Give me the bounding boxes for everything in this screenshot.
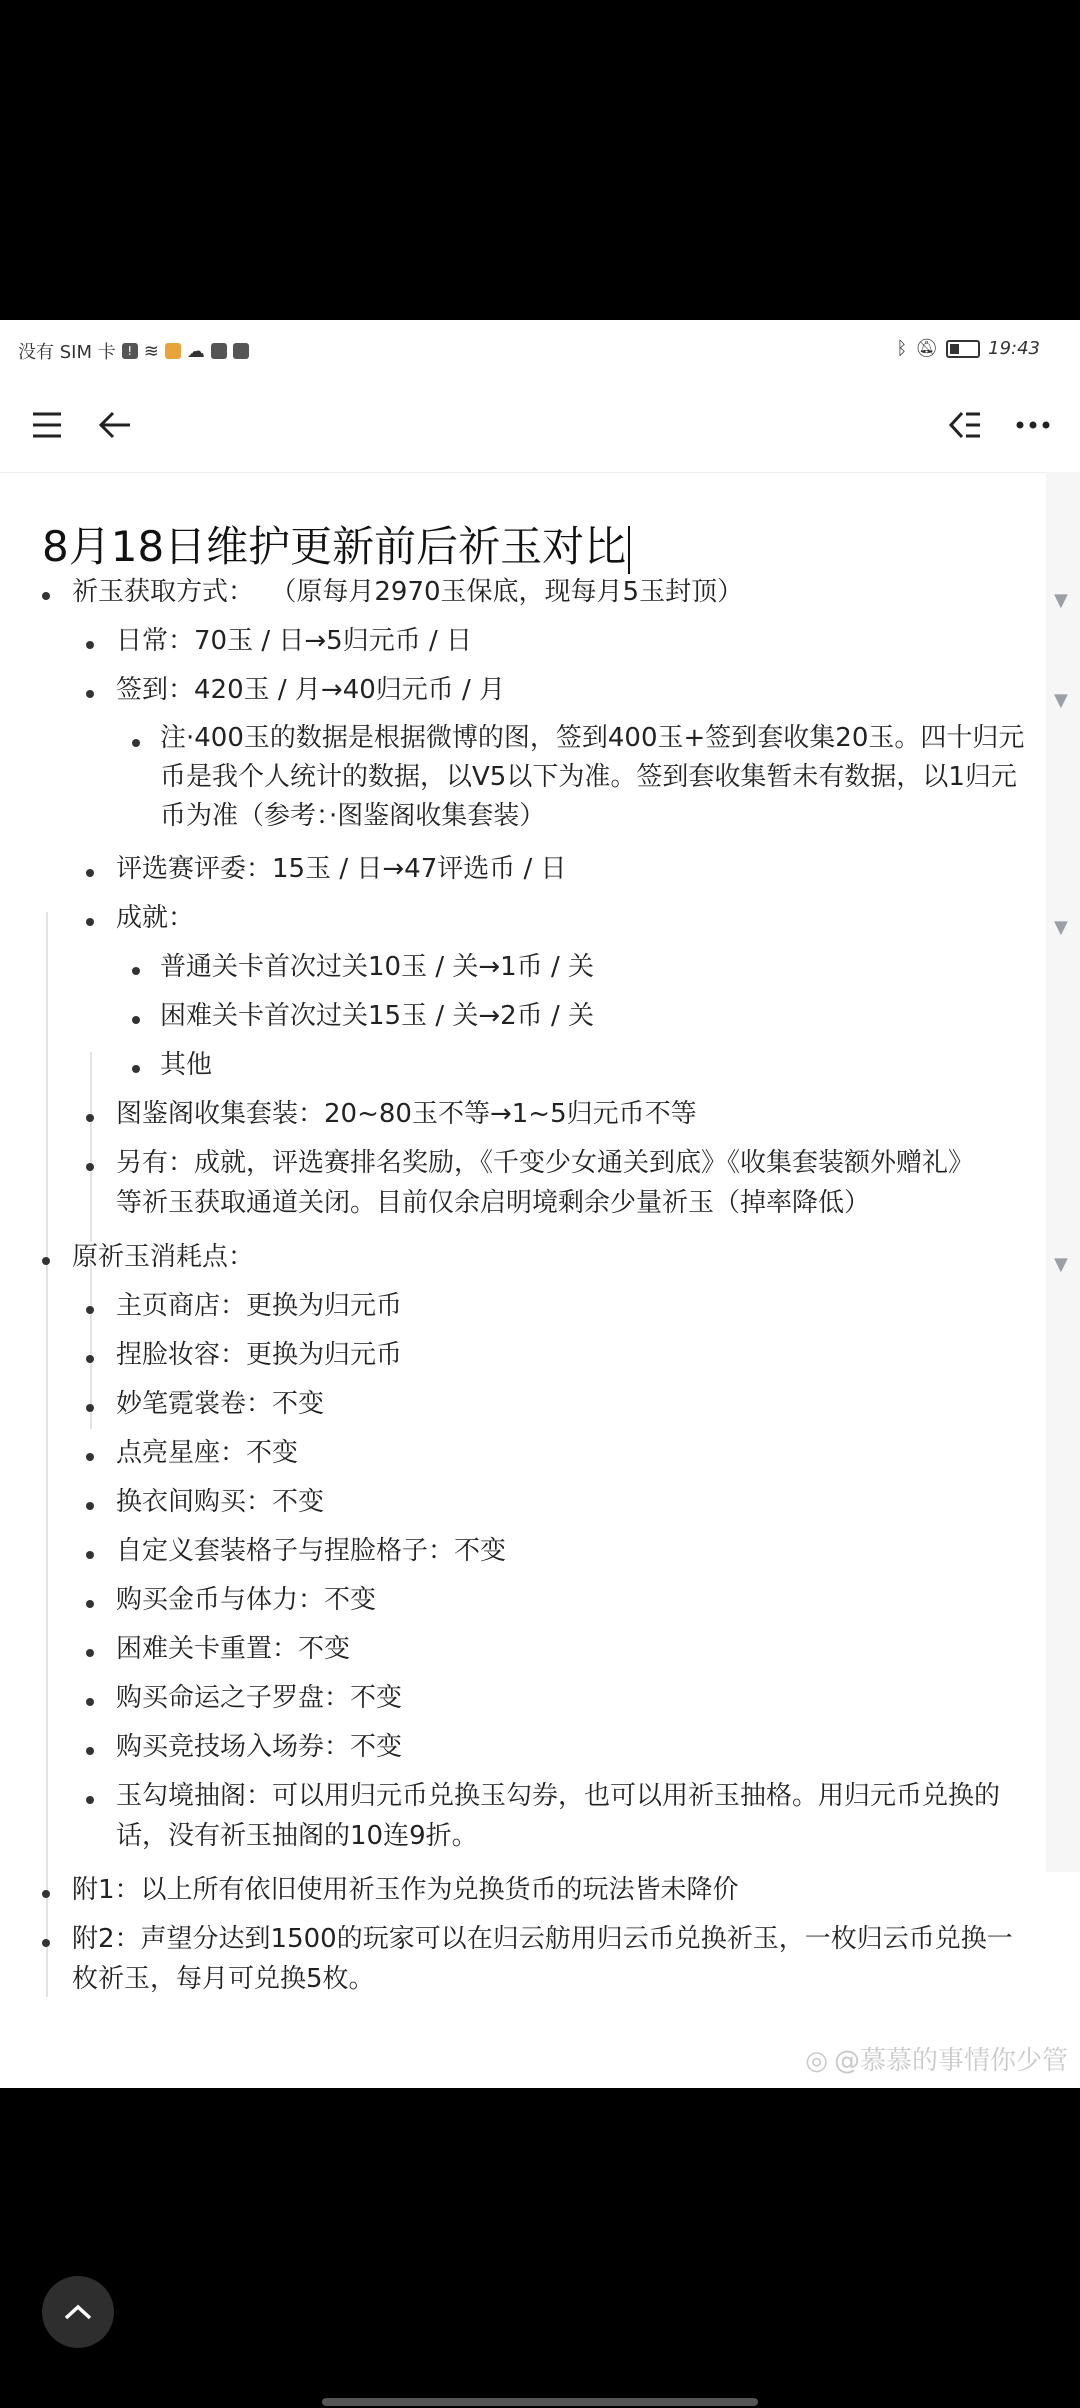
scrollbar[interactable] [1046,472,1080,1872]
list-item[interactable]: 日常：70玉 / 日→5归元币 / 日 [116,626,472,656]
list-item[interactable]: 自定义套装格子与捏脸格子：不变 [116,1536,507,1566]
document-body [0,472,1050,2022]
bullet-dot [86,1551,94,1559]
list-item[interactable]: 点亮星座：不变 [116,1438,299,1468]
list-item[interactable]: 成就： [116,903,195,933]
bullet-dot [86,1306,94,1314]
bullet-dot [86,1404,94,1412]
list-item[interactable]: 其他 [160,1050,213,1080]
weibo-logo-icon: ◎ [805,2046,828,2076]
list-item[interactable]: 祈玉获取方式： （原每月2970玉保底，现每月5玉封顶） [72,577,744,607]
status-bar [0,320,1080,378]
bullet-dot [42,1257,50,1265]
chevron-up-icon [63,2303,93,2321]
bullet-dot [42,1890,50,1898]
app-screen [0,320,1080,2088]
list-item[interactable]: 原祈玉消耗点： [72,1242,255,1272]
card-icon [233,343,249,359]
scroll-top-button[interactable] [42,2276,114,2348]
carrier-text: 没有 SIM 卡 [18,342,116,363]
list-item[interactable]: 附1：以上所有依旧使用祈玉作为兑换货币的玩法皆未降价 [72,1875,739,1905]
bullet-dot [86,641,94,649]
list-item[interactable]: 换衣间购买：不变 [116,1487,325,1517]
collapse-arrow-icon[interactable]: ▼ [1054,917,1068,938]
bullet-dot [132,967,140,975]
bullet-dot [86,869,94,877]
message-icon [211,343,227,359]
list-item[interactable]: 困难关卡首次过关15玉 / 关→2币 / 关 [160,1001,594,1031]
home-indicator[interactable] [322,2398,758,2406]
bullet-dot [86,918,94,926]
bullet-dot [86,1698,94,1706]
list-item[interactable]: 评选赛评委：15玉 / 日→47评选币 / 日 [116,854,567,884]
bullet-dot [86,1163,94,1171]
list-item[interactable]: 主页商店：更换为归元币 [116,1291,403,1321]
list-item[interactable]: 困难关卡重置：不变 [116,1634,351,1664]
indent-guide [90,1255,92,1429]
bluetooth-icon: ᛒ [896,338,908,359]
bullet-dot [86,1600,94,1608]
page-title[interactable]: 8月18日维护更新前后祈玉对比 [42,514,630,574]
list-item[interactable]: 附2：声望分达到1500的玩家可以在归云舫用归云币兑换祈玉，一枚归云币兑换一枚祈玉，每月可兑换5枚。 [72,1924,1013,1994]
outline-icon[interactable] [942,402,988,448]
bullet-dot [86,690,94,698]
bullet-dot [86,1502,94,1510]
menu-icon[interactable] [24,402,70,448]
bullet-dot [86,1796,94,1804]
watermark: ◎ @慕慕的事情你少管 [805,2046,1068,2076]
mute-icon: 🔕︎ [915,338,939,359]
wifi-icon: ≋ [143,340,159,362]
text-cursor [628,526,630,574]
bullet-dot [86,1355,94,1363]
bullet-dot [42,1939,50,1947]
battery-icon [946,340,980,358]
list-item[interactable]: 图鉴阁收集套装：20~80玉不等→1~5归元币不等 [116,1099,697,1129]
bullet-dot [86,1649,94,1657]
bullet-dot [86,1747,94,1755]
toolbar [0,378,1080,473]
list-item[interactable]: 另有：成就，评选赛排名奖励，《千变少女通关到底》《收集套装额外赠礼》等祈玉获取通道关闭。目前仅余启明境剩余少量祈玉（掉率降低） [116,1148,975,1218]
bullet-dot [132,739,140,747]
collapse-arrow-icon[interactable]: ▼ [1054,1254,1068,1275]
list-item[interactable]: 妙笔霓裳卷：不变 [116,1389,325,1419]
list-item[interactable]: 购买金币与体力：不变 [116,1585,377,1615]
list-item[interactable]: 购买竞技场入场券：不变 [116,1732,403,1762]
bullet-dot [42,592,50,600]
back-arrow-icon[interactable] [92,402,138,448]
list-item[interactable]: 普通关卡首次过关10玉 / 关→1币 / 关 [160,952,594,982]
notification-icon: ! [122,343,138,359]
list-item[interactable]: 捏脸妆容：更换为归元币 [116,1340,403,1370]
list-item[interactable]: 签到：420玉 / 月→40归元币 / 月 [116,675,506,705]
list-item[interactable]: 玉勾境抽阁：可以用归元币兑换玉勾券，也可以用祈玉抽格。用归元币兑换的话，没有祈玉抽阁的10连9折。 [116,1781,1001,1851]
bullet-dot [86,1114,94,1122]
indent-guide [46,1447,48,1997]
indent-guide [90,1052,92,1242]
collapse-arrow-icon[interactable]: ▼ [1054,690,1068,711]
clock-text: 19:43 [988,338,1040,359]
bullet-dot [86,1453,94,1461]
bullet-dot [132,1016,140,1024]
more-icon[interactable] [1010,402,1056,448]
bullet-dot [132,1065,140,1073]
list-item[interactable]: 注·400玉的数据是根据微博的图，签到400玉+签到套收集20玉。四十归元币是我个人统计的数据，以V5以下为准。签到套收集暂未有数据，以1归元币为准（参考：·图鉴阁收集套装） [160,723,1025,831]
app-notification-icon [165,343,181,359]
collapse-arrow-icon[interactable]: ▼ [1054,590,1068,611]
cloud-icon: ☁ [186,340,205,362]
list-item[interactable]: 购买命运之子罗盘：不变 [116,1683,403,1713]
